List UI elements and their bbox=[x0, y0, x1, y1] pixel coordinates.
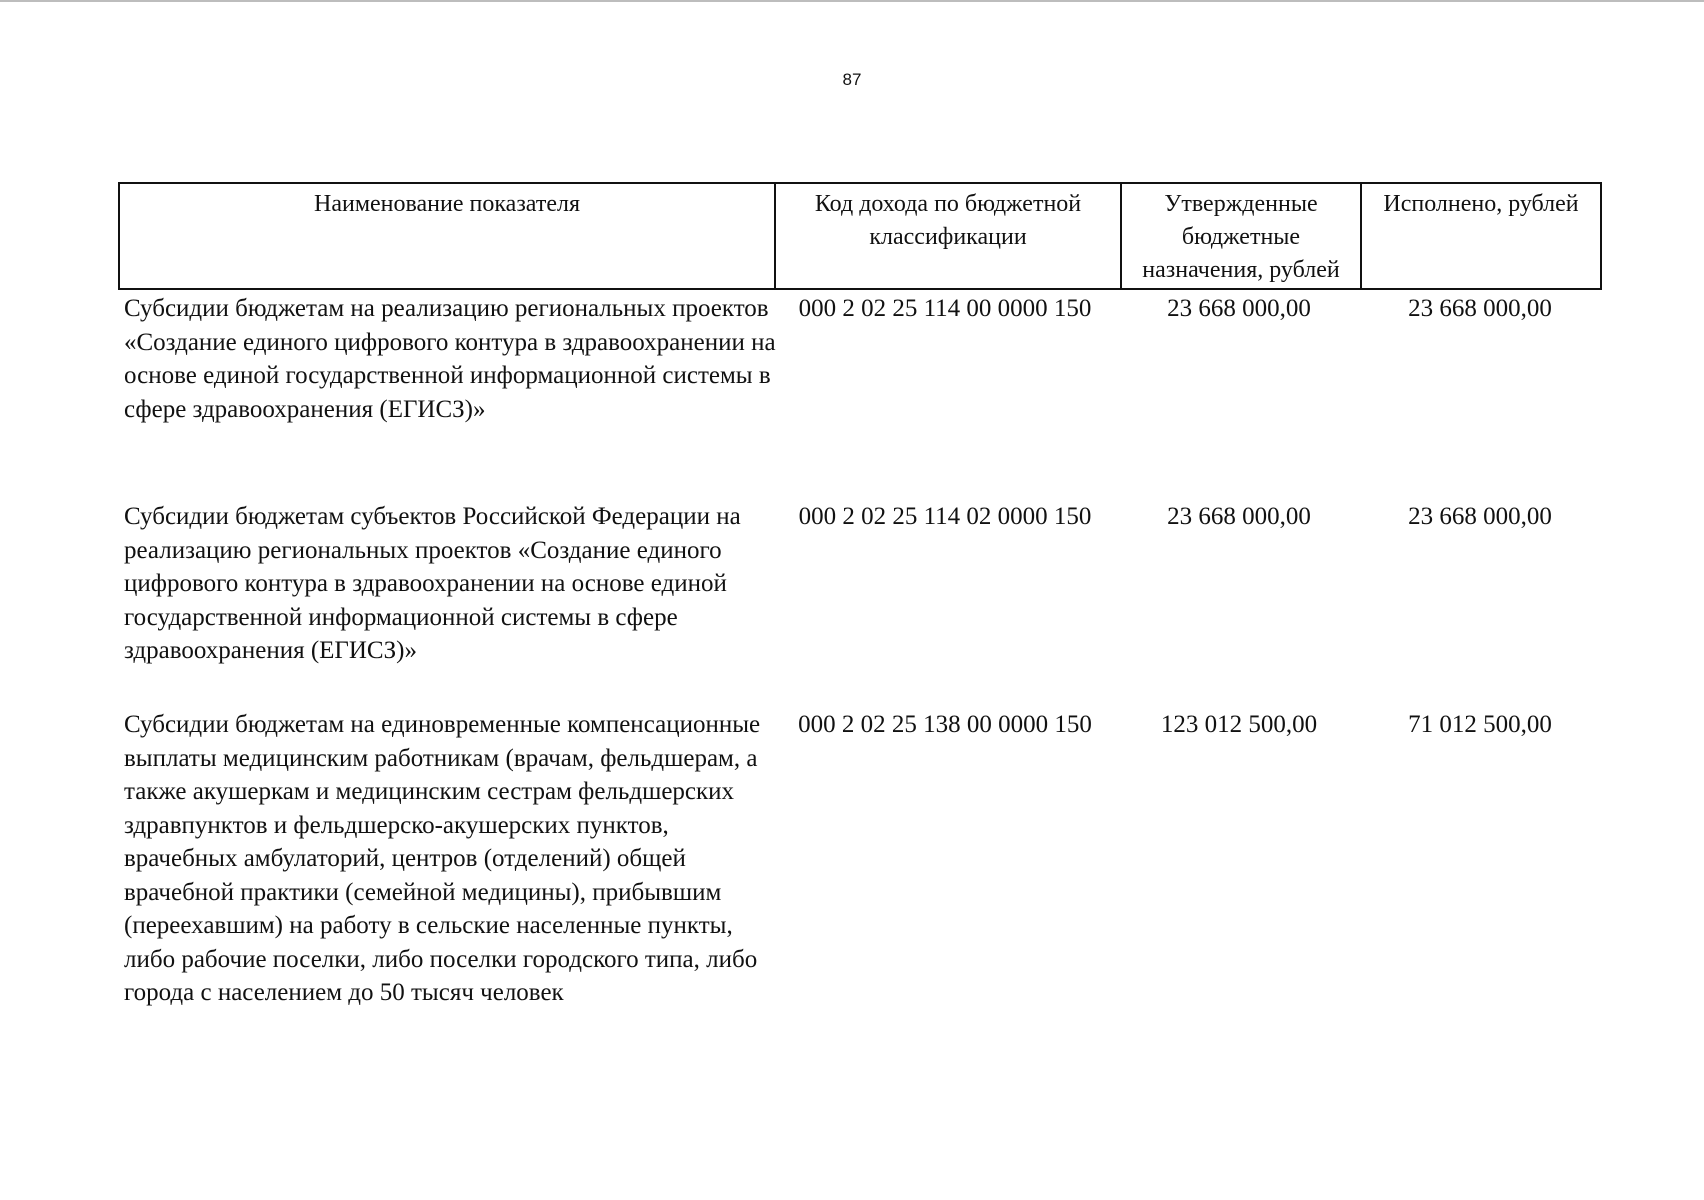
row-executed: 71 012 500,00 bbox=[1408, 711, 1552, 738]
row-executed: 23 668 000,00 bbox=[1408, 503, 1552, 530]
row-approved: 23 668 000,00 bbox=[1167, 295, 1311, 322]
row-approved: 23 668 000,00 bbox=[1167, 503, 1311, 530]
header-approved: Утвержденные бюджетные назначения, рублей bbox=[1142, 191, 1340, 283]
row-code: 000 2 02 25 114 02 0000 150 bbox=[798, 503, 1092, 530]
page-number: 87 bbox=[842, 70, 862, 89]
row-executed: 23 668 000,00 bbox=[1408, 295, 1552, 322]
header-code: Код дохода по бюджетной классификации bbox=[814, 191, 1082, 250]
row-name: Субсидии бюджетам на единовременные компенсационные выплаты медицинским работникам (врачам, фельдшерам, а также акушеркам и медицинским сестрам фельдшерских здравпунктов и фельдшерско-акушерских пунктов, врачебных амбулаторий, центров (отделений) общей врачебной практики (семейной медицины), прибывшим (переехавшим) на работу в сельские населенные пункты, либо рабочие поселки, либо поселки городского типа, либо города с населением до 50 тысяч человек bbox=[124, 711, 761, 1006]
row-name: Субсидии бюджетам субъектов Российской Федерации на реализацию региональных проектов «Создание единого цифрового контура в здравоохранении на основе единой государственной информационной системы в сфере здравоохранения (ЕГИСЗ)» bbox=[124, 503, 741, 664]
row-code: 000 2 02 25 114 00 0000 150 bbox=[798, 295, 1092, 322]
row-name: Субсидии бюджетам на реализацию региональных проектов «Создание единого цифрового контура в здравоохранении на основе единой государственной информационной системы в сфере здравоохранения (ЕГИСЗ)» bbox=[124, 295, 776, 423]
row-approved: 123 012 500,00 bbox=[1160, 711, 1318, 738]
header-executed: Исполнено, рублей bbox=[1383, 191, 1579, 217]
row-code: 000 2 02 25 138 00 0000 150 bbox=[798, 711, 1092, 738]
header-name: Наименование показателя bbox=[314, 191, 580, 217]
table-header bbox=[118, 182, 1602, 290]
top-edge-rule bbox=[0, 0, 1704, 2]
